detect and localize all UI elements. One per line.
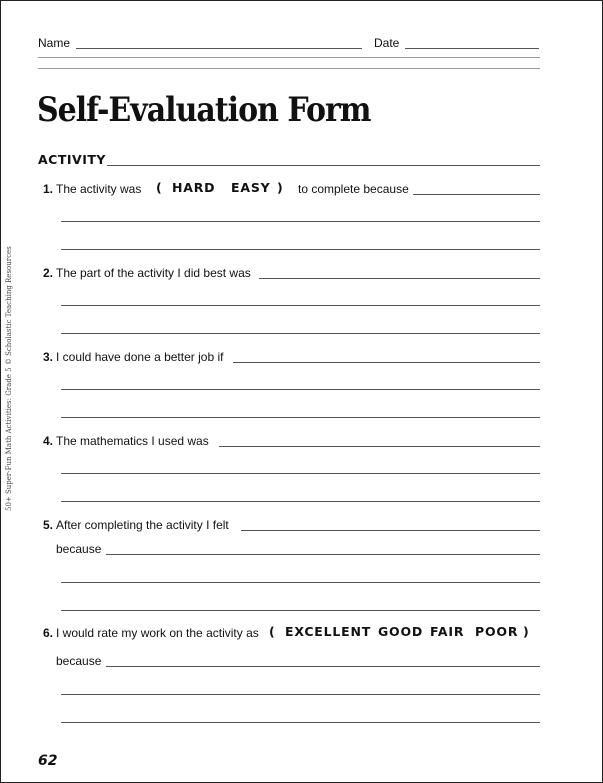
answer-line[interactable] <box>61 221 540 222</box>
date-field-line[interactable] <box>405 48 539 49</box>
question-number: 6. <box>43 626 54 640</box>
copyright-credit: 50+ Super-Fun Math Activities: Grade 5 © Scholastic Teaching Resources <box>5 246 13 511</box>
question-text: I would rate my work on the activity as <box>56 626 259 640</box>
answer-line[interactable] <box>106 666 540 667</box>
question-text: I could have done a better job if <box>56 350 224 364</box>
option-open-paren: ( <box>156 180 163 195</box>
answer-line[interactable] <box>61 473 540 474</box>
date-label: Date <box>374 36 400 50</box>
question-number: 1. <box>43 182 54 196</box>
question-number: 3. <box>43 350 54 364</box>
activity-label: ACTIVITY <box>38 152 106 167</box>
because-label: because <box>56 542 102 556</box>
option-excellent[interactable]: EXCELLENT <box>285 624 372 639</box>
answer-line[interactable] <box>106 554 540 555</box>
answer-line[interactable] <box>61 610 540 611</box>
answer-line[interactable] <box>61 501 540 502</box>
answer-line[interactable] <box>61 389 540 390</box>
question-text: The activity was <box>56 182 142 196</box>
option-fair[interactable]: FAIR <box>430 624 465 639</box>
page-number: 62 <box>38 753 58 769</box>
option-close-paren: ) <box>277 180 284 195</box>
name-label: Name <box>38 36 71 50</box>
answer-line[interactable] <box>219 446 540 447</box>
option-close-paren: ) <box>523 624 530 639</box>
answer-line[interactable] <box>233 362 540 363</box>
answer-line[interactable] <box>413 194 540 195</box>
answer-line[interactable] <box>259 278 540 279</box>
option-open-paren: ( <box>269 624 276 639</box>
question-text: After completing the activity I felt <box>56 518 229 532</box>
answer-line[interactable] <box>61 249 540 250</box>
answer-line[interactable] <box>241 530 540 531</box>
option-easy[interactable]: EASY <box>231 180 271 195</box>
answer-line[interactable] <box>61 417 540 418</box>
question-text: The mathematics I used was <box>56 434 209 448</box>
name-field-line[interactable] <box>76 48 362 49</box>
question-number: 2. <box>43 266 54 280</box>
activity-field-line[interactable] <box>107 165 540 166</box>
answer-line[interactable] <box>61 722 540 723</box>
header-divider <box>38 57 540 58</box>
question-number: 4. <box>43 434 54 448</box>
option-poor[interactable]: POOR <box>475 624 519 639</box>
answer-line[interactable] <box>61 305 540 306</box>
page-title: Self-Evaluation Form <box>37 91 371 131</box>
question-text: The part of the activity I did best was <box>56 266 251 280</box>
question-number: 5. <box>43 518 54 532</box>
because-label: because <box>56 654 102 668</box>
answer-line[interactable] <box>61 582 540 583</box>
answer-line[interactable] <box>61 333 540 334</box>
option-good[interactable]: GOOD <box>378 624 424 639</box>
question-text-after: to complete because <box>298 182 409 196</box>
option-hard[interactable]: HARD <box>172 180 216 195</box>
answer-line[interactable] <box>61 694 540 695</box>
header-divider <box>38 68 540 69</box>
